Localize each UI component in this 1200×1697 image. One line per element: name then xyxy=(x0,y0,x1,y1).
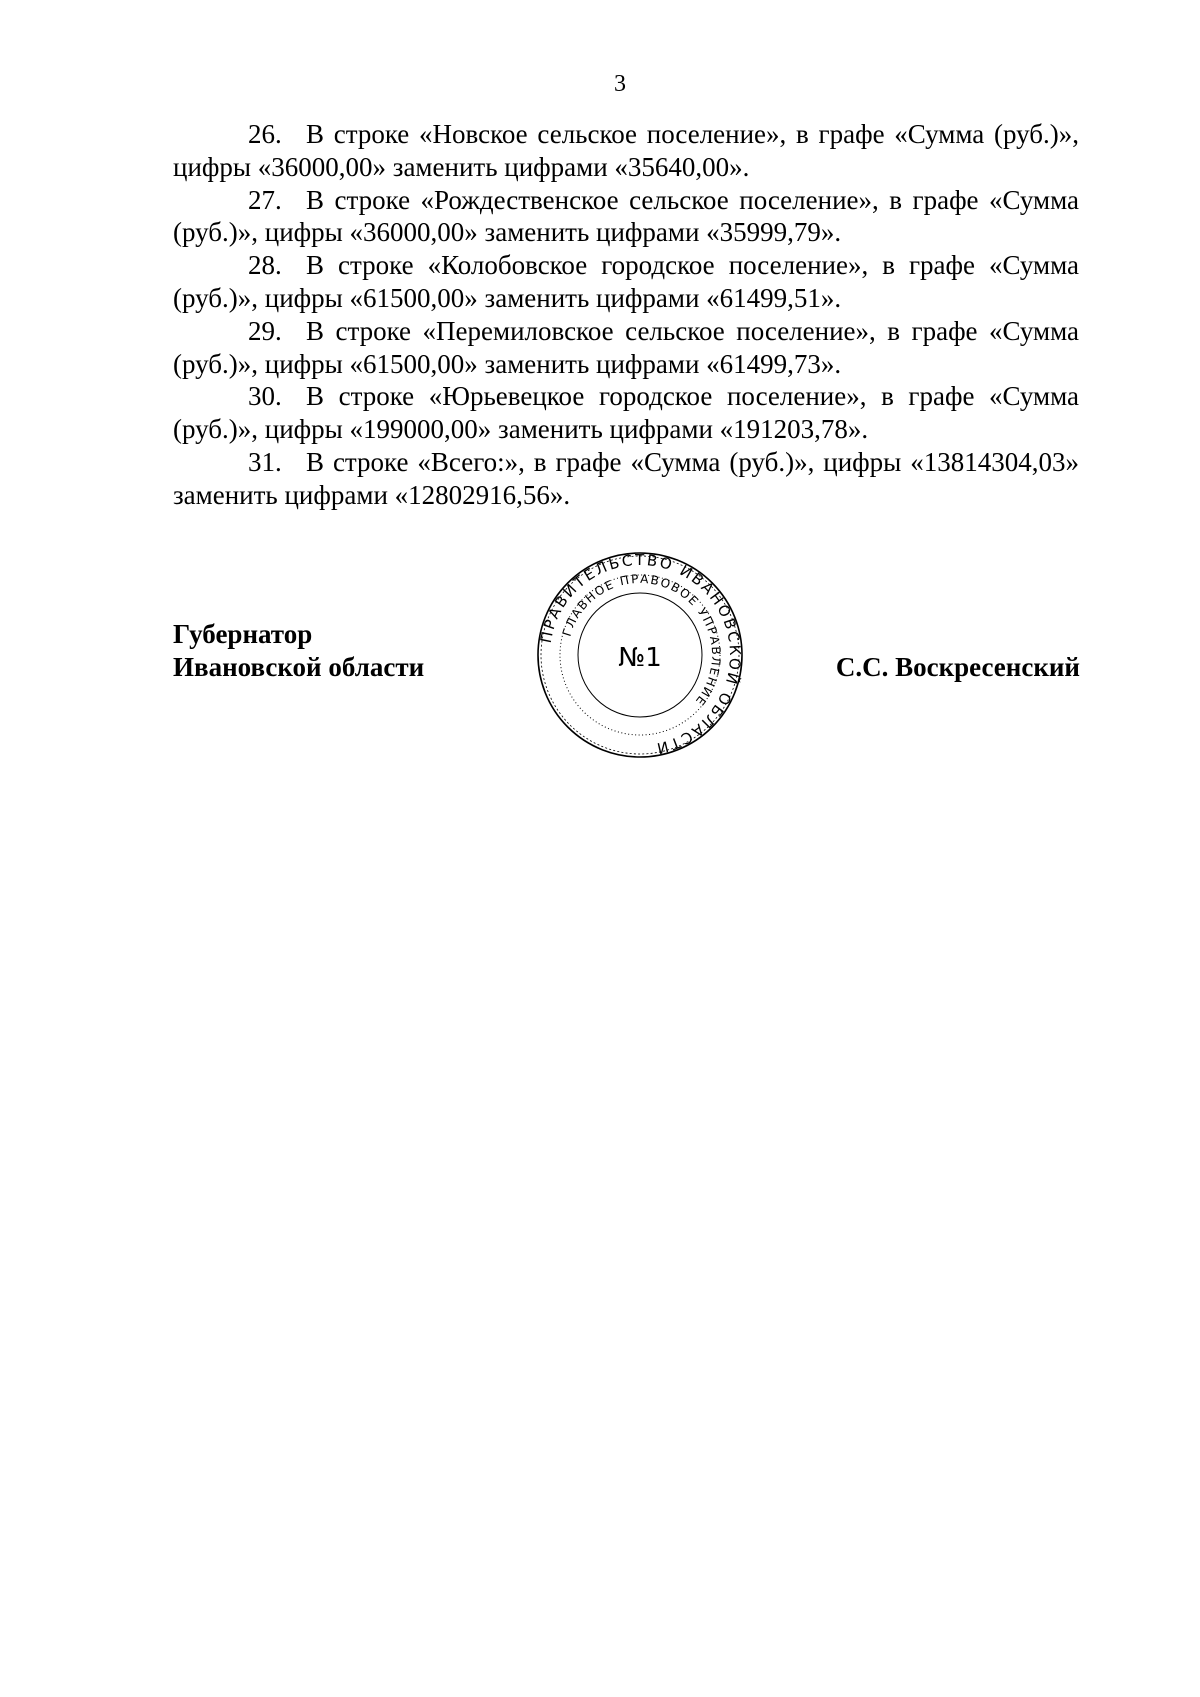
amendment-item xyxy=(173,446,1079,512)
amendment-item xyxy=(173,184,1079,250)
item-text: В строке «Перемиловское сельское поселение», в графе «Сумма (руб.)», цифры «61500,00» заменить цифрами «61499,73». xyxy=(173,315,1079,379)
document-body xyxy=(173,118,1079,512)
seal-inner-text: ГЛАВНОЕ ПРАВОВОЕ УПРАВЛЕНИЕ xyxy=(559,571,724,710)
item-number: 29. xyxy=(248,315,282,346)
signatory-title-line2: Ивановской области xyxy=(173,652,425,682)
item-number: 27. xyxy=(248,184,282,215)
item-text: В строке «Всего:», в графе «Сумма (руб.)», цифры «13814304,03» заменить цифрами «12802916,56». xyxy=(173,446,1079,510)
item-text: В строке «Рождественское сельское поселение», в графе «Сумма (руб.)», цифры «36000,00» заменить цифрами «35999,79». xyxy=(173,184,1079,248)
amendment-item xyxy=(173,249,1079,315)
amendment-item xyxy=(173,118,1079,184)
seal-outer-text: ПРАВИТЕЛЬСТВО ИВАНОВСКОЙ ОБЛАСТИ xyxy=(536,550,745,758)
amendment-item xyxy=(173,315,1079,381)
amendment-item xyxy=(173,380,1079,446)
signatory-title xyxy=(173,618,424,684)
item-text: В строке «Юрьевецкое городское поселение», в графе «Сумма (руб.)», цифры «199000,00» заменить цифрами «191203,78». xyxy=(173,381,1079,445)
item-number: 26. xyxy=(248,119,282,149)
signatory-title-line1: Губернатор xyxy=(173,619,313,649)
item-number: 30. xyxy=(248,381,282,412)
page-number: 3 xyxy=(614,71,626,97)
official-seal xyxy=(535,550,745,760)
item-text: В строке «Новское сельское поселение», в графе «Сумма (руб.)», цифры «36000,00» заменить цифрами «35640,00». xyxy=(173,119,1079,182)
seal-graphic xyxy=(535,550,745,760)
item-number: 31. xyxy=(248,446,282,477)
signatory-name: С.С. Воскресенский xyxy=(835,652,1080,682)
item-number: 28. xyxy=(248,250,282,281)
seal-center-number: №1 xyxy=(618,643,662,673)
item-text: В строке «Колобовское городское поселение», в графе «Сумма (руб.)», цифры «61500,00» заменить цифрами «61499,51». xyxy=(173,250,1079,313)
